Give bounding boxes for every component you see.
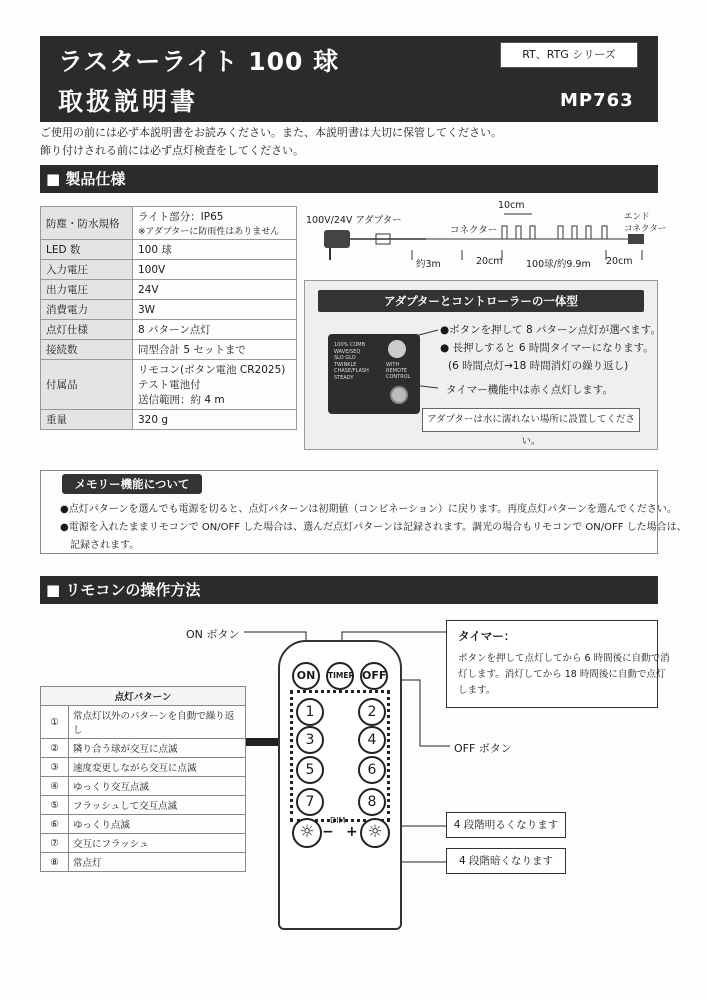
spacing-label: 10cm [498, 200, 525, 211]
table-row: 消費電力 3W [41, 300, 297, 320]
timer-line-1: ボタンを押して点灯してから 6 時間後に自動で消 [458, 653, 670, 664]
integrated-bullet-4: タイマー機能中は赤く点灯します。 [446, 384, 613, 396]
pattern-button-6[interactable]: 6 [358, 756, 386, 784]
pattern-button-2[interactable]: 2 [358, 698, 386, 726]
adapter-note: アダプターは水に濡れない場所に設置してください。 [422, 408, 640, 432]
intro-line-1: ご使用の前には必ず本説明書をお読みください。また、本説明書は大切に保管してください。 [40, 126, 502, 139]
memory-line-1: ●点灯パターンを選んでも電源を切ると、点灯パターンは初期値（コンビネーション）に戻ります。再度点灯パターンを選んでください。 [60, 504, 677, 515]
sun-icon: ☼ [299, 822, 315, 842]
integrated-title: アダプターとコントローラーの一体型 [318, 290, 644, 312]
integrated-bullet-1: ●ボタンを押して 8 パターン点灯が選べます。 [440, 324, 661, 336]
on-button-label: ON ボタン [186, 628, 240, 641]
pattern-table [40, 686, 246, 872]
controller-image: 100% COMB WAVE/SEQ SLO GLO TWINKLE CHASE/FLASH STEADY WITH REMOTE CONTROL [328, 334, 420, 414]
product-title: ラスターライト 100 球 [58, 47, 340, 76]
timer-line-3: します。 [458, 685, 496, 696]
specs-heading: ■ 製品仕様 [40, 165, 658, 193]
table-row: 入力電圧 100V [41, 260, 297, 280]
table-row: ① 常点灯以外のパターンを自動で繰り返し [41, 706, 246, 739]
table-row: LED 数 100 球 [41, 240, 297, 260]
remote-heading: ■ リモコンの操作方法 [40, 576, 658, 604]
sun-icon: ☼ [367, 822, 383, 842]
pattern-button-8[interactable]: 8 [358, 788, 386, 816]
on-button[interactable]: ON [292, 662, 320, 690]
pattern-button-5[interactable]: 5 [296, 756, 324, 784]
table-row: 防塵・防水規格 ライト部分：IP65 ※アダプターに防雨性はありません [41, 207, 297, 240]
table-row: 接続数 同型合計 5 セットまで [41, 340, 297, 360]
model-number: MP763 [560, 90, 634, 111]
memory-title: メモリー機能について [62, 474, 202, 494]
pattern-button-4[interactable]: 4 [358, 726, 386, 754]
memory-line-2: ●電源を入れたままリモコンで ON/OFF した場合は、選んだ点灯パターンは記録されます。調光の場合もリモコンで ON/OFF した場合は、 [60, 522, 687, 533]
length-tail: 20cm [606, 256, 633, 267]
pattern-button-7[interactable]: 7 [296, 788, 324, 816]
length-cable: 約3m [416, 259, 441, 270]
table-row: ④ ゆっくり交互点滅 [41, 777, 246, 796]
connector-label: コネクター [450, 225, 498, 236]
dim-minus-sign: − [322, 824, 334, 840]
darker-callout: 4 段階暗くなります [446, 848, 566, 874]
end-connector-label-top: エンド [624, 212, 650, 222]
table-row: ② 隣り合う球が交互に点滅 [41, 739, 246, 758]
length-lead: 20cm [476, 256, 503, 267]
table-row: 付属品 リモコン(ボタン電池 CR2025) テスト電池付 送信範囲：約 4 m [41, 360, 297, 410]
table-row: 出力電圧 24V [41, 280, 297, 300]
end-connector-label-bottom: コネクター [624, 224, 667, 234]
timer-line-2: 灯します。消灯してから 18 時間後に自動で点灯 [458, 669, 666, 680]
series-label: RT、RTG シリーズ [500, 42, 638, 68]
table-row: 点灯仕様 8 パターン点灯 [41, 320, 297, 340]
pattern-button-1[interactable]: 1 [296, 698, 324, 726]
pattern-button-3[interactable]: 3 [296, 726, 324, 754]
table-row: ⑦ 交互にフラッシュ [41, 834, 246, 853]
dim-plus-button[interactable] [360, 818, 390, 848]
table-row: 重量 320 g [41, 410, 297, 430]
adapter-label: 100V/24V アダプター [306, 215, 402, 226]
length-string: 100球/約9.9m [526, 259, 591, 270]
off-button-label: OFF ボタン [454, 742, 512, 755]
integrated-bullet-2: ● 長押しすると 6 時間タイマーになります。 [440, 342, 654, 354]
dim-label: DIM [330, 816, 346, 825]
document-title: 取扱説明書 [58, 87, 199, 116]
table-row: ⑤ フラッシュして交互点滅 [41, 796, 246, 815]
table-header-row: 点灯パターン [41, 687, 246, 706]
integrated-bullet-3: (6 時間点灯→18 時間消灯の繰り返し) [448, 360, 629, 372]
timer-title: タイマー： [458, 629, 516, 643]
brighter-callout: 4 段階明るくなります [446, 812, 566, 838]
intro-line-2: 飾り付けされる前には必ず点灯検査をしてください。 [40, 144, 304, 157]
table-row: ⑧ 常点灯 [41, 853, 246, 872]
dim-minus-button[interactable] [292, 818, 322, 848]
memory-line-3: 記録されます。 [70, 540, 140, 551]
dim-plus-sign: + [346, 824, 358, 840]
table-row: ⑥ ゆっくり点滅 [41, 815, 246, 834]
timer-button[interactable]: TIMER [326, 662, 354, 690]
table-row: ③ 速度変更しながら交互に点滅 [41, 758, 246, 777]
off-button[interactable]: OFF [360, 662, 388, 690]
